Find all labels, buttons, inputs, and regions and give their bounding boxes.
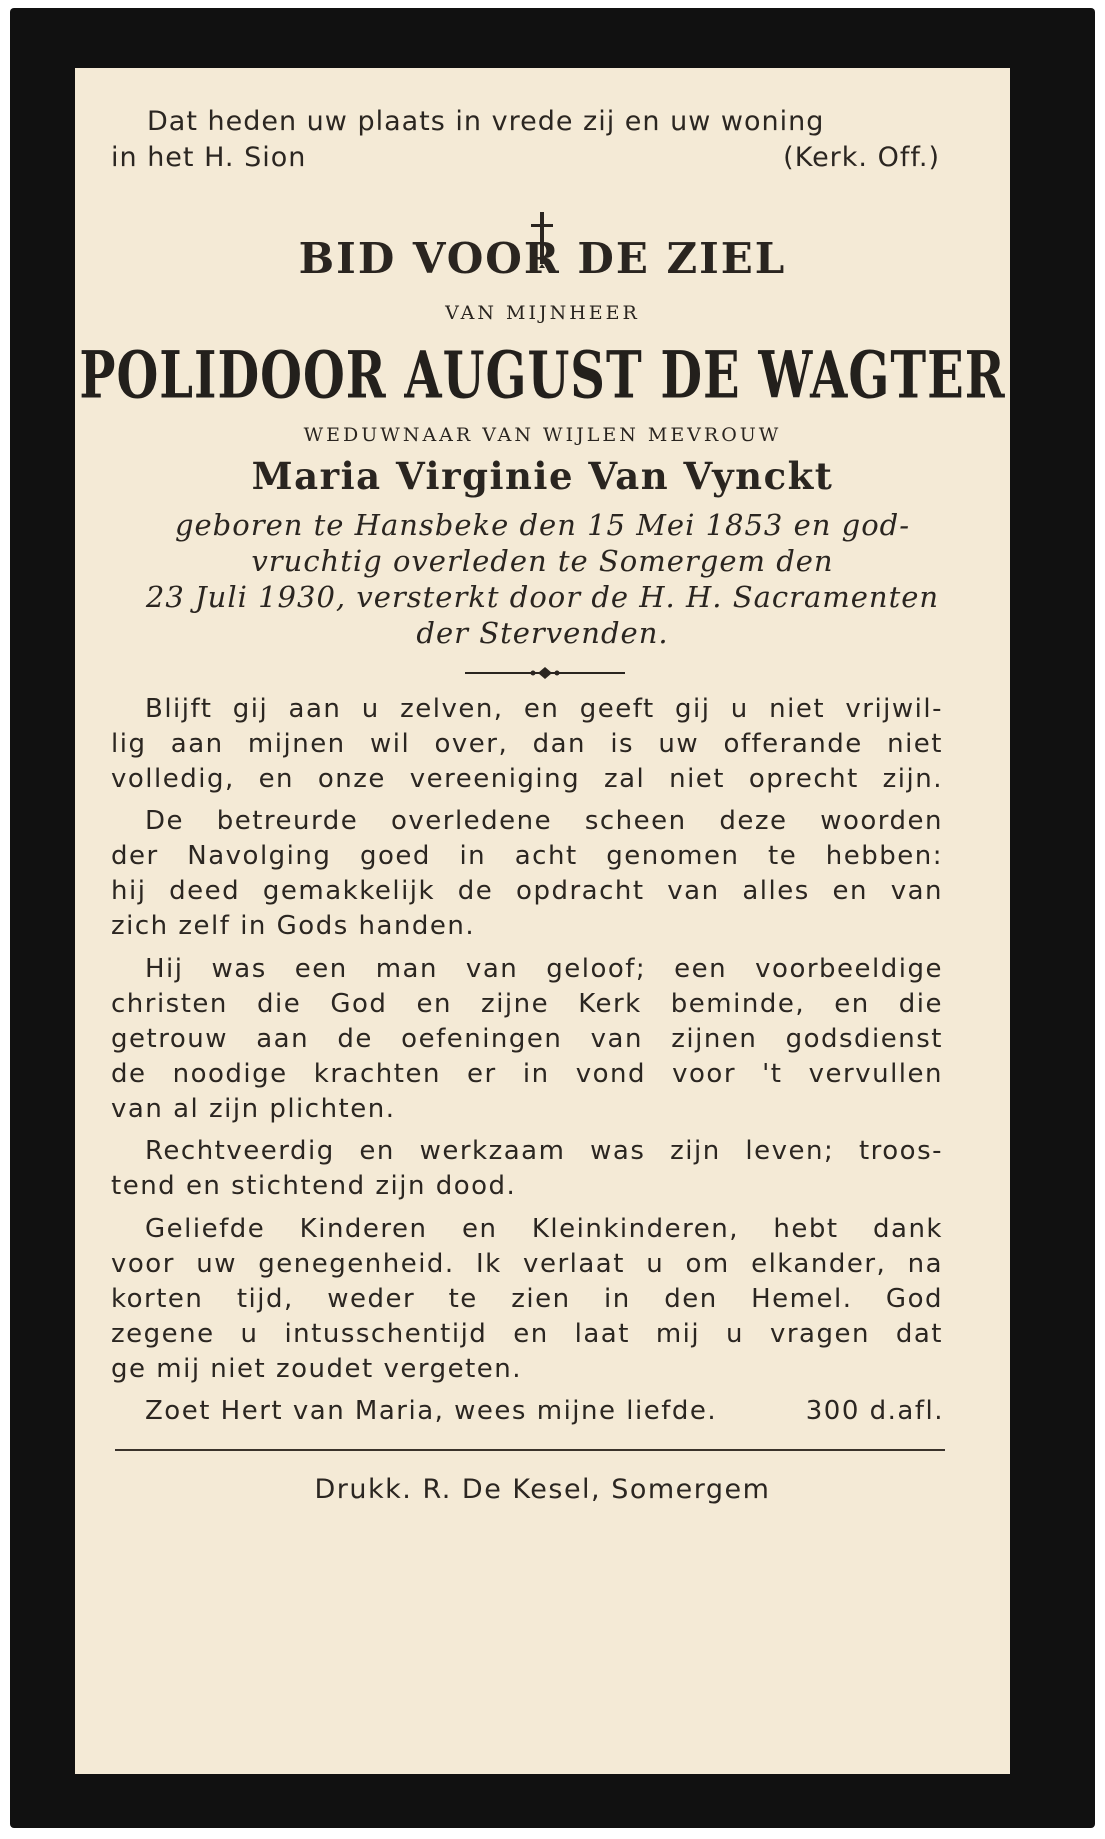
- paragraph-2-line-1: De betreurde overledene scheen deze woorden: [145, 806, 943, 836]
- paragraph-3-line-1: Hij was een man van geloof; een voorbeeldige: [145, 954, 943, 984]
- paragraph-1-line-3: volledig, en onze vereeniging zal niet oprecht zijn.: [111, 764, 943, 794]
- biography-line-1: geboren te Hansbeke den 15 Mei 1853 en god-: [174, 508, 911, 542]
- paragraph-2-line-2: der Navolging goed in acht genomen te hebben:: [111, 841, 943, 871]
- paragraph-2-line-4: zich zelf in Gods handen.: [111, 911, 476, 941]
- paragraph-1-line-1: Blijft gij aan u zelven, en geeft gij u niet vrijwil-: [145, 694, 943, 724]
- mourning-card-border: [10, 8, 1095, 1828]
- paragraph-5-line-1: Geliefde Kinderen en Kleinkinderen, hebt dank: [145, 1214, 943, 1244]
- paragraph-2-line-3: hij deed gemakkelijk de opdracht van alles en van: [111, 876, 943, 906]
- paragraph-4-line-1: Rechtveerdig en werkzaam was zijn leven; troos-: [145, 1136, 943, 1166]
- epigraph-line-2: in het H. Sion: [111, 142, 307, 173]
- mourning-card: [75, 68, 1010, 1774]
- epigraph-source: (Kerk. Off.): [783, 142, 940, 173]
- ornament-divider: [465, 666, 625, 680]
- biography-line-4: der Stervenden.: [416, 616, 669, 650]
- indulgence-prayer: Zoet Hert van Maria, wees mijne liefde.: [145, 1396, 718, 1426]
- paragraph-3-line-3: getrouw aan de oefeningen van zijnen godsdienst: [111, 1024, 943, 1054]
- card-title: BID VOOR DE ZIEL: [298, 234, 787, 283]
- paragraph-1-line-2: lig aan mijnen wil over, dan is uw offerande niet: [111, 729, 943, 759]
- biography-line-3: 23 Juli 1930, versterkt door de H. H. Sacramenten: [145, 580, 940, 614]
- epigraph-line-1: Dat heden uw plaats in vrede zij en uw woning: [147, 106, 825, 137]
- paragraph-3-line-2: christen die God en zijne Kerk beminde, en die: [111, 989, 943, 1019]
- printer-credit: Drukk. R. De Kesel, Somergem: [314, 1474, 771, 1505]
- paragraph-4-line-2: tend en stichtend zijn dood.: [111, 1171, 517, 1201]
- paragraph-5-line-2: voor uw genegenheid. Ik verlaat u om elkander, na: [111, 1249, 943, 1279]
- paragraph-5-line-3: korten tijd, weder te zien in den Hemel. God: [111, 1284, 943, 1314]
- footer-rule: [115, 1449, 945, 1451]
- indulgence-days: 300 d.afl.: [805, 1396, 944, 1426]
- of-mister-label: VAN MIJNHEER: [445, 302, 640, 324]
- spouse-name: Maria Virginie Van Vynckt: [251, 454, 834, 498]
- paragraph-5-line-5: ge mij niet zoudet vergeten.: [111, 1354, 523, 1384]
- paragraph-5-line-4: zegene u intusschentijd en laat mij u vragen dat: [111, 1319, 943, 1349]
- deceased-name: POLIDOOR AUGUST DE WAGTER: [79, 338, 1006, 414]
- paragraph-3-line-4: de noodige krachten er in vond voor 't vervullen: [111, 1059, 943, 1089]
- biography-line-2: vruchtig overleden te Somergem den: [251, 544, 834, 578]
- widower-of-label: WEDUWNAAR VAN WIJLEN MEVROUW: [303, 424, 782, 446]
- paragraph-3-line-5: van al zijn plichten.: [111, 1094, 396, 1124]
